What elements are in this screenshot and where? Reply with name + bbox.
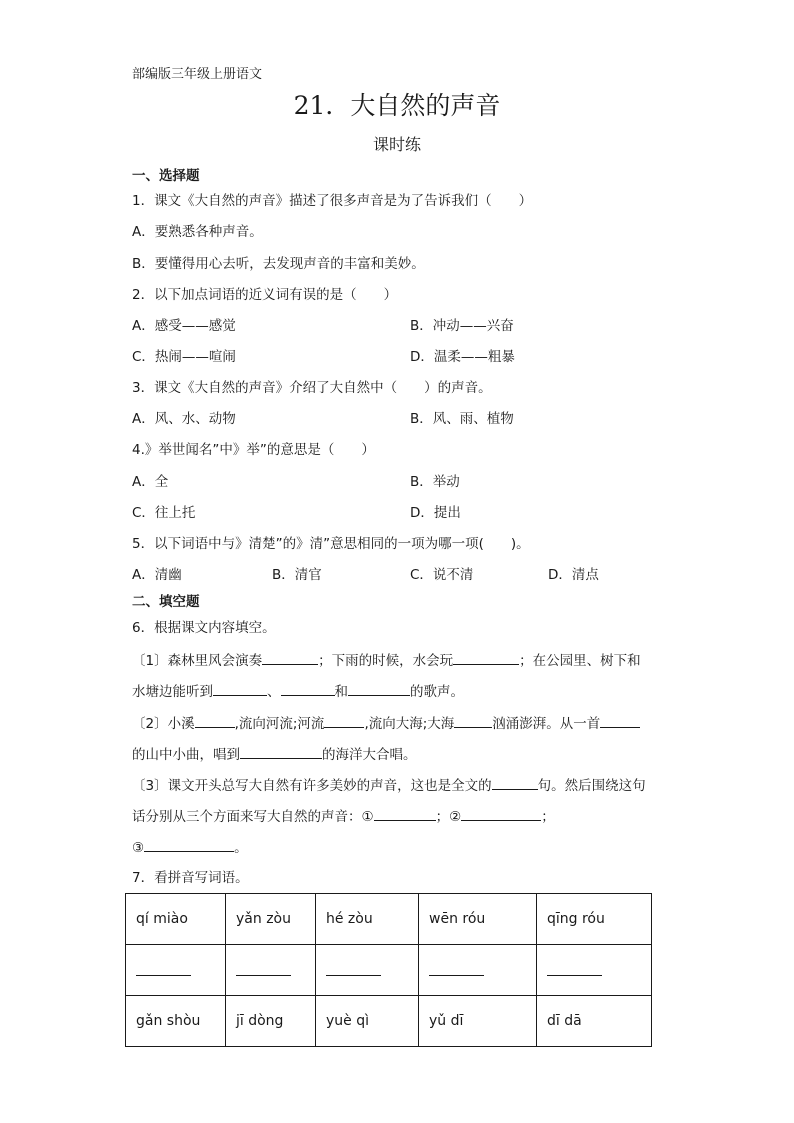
q4-stem: 4.》举世闻名”中》举”的意思是（ ）: [132, 442, 375, 458]
table-row: [126, 894, 652, 945]
q4-option-b: B．举动: [410, 474, 460, 490]
q4-option-d: D．提出: [410, 505, 461, 521]
answer-blank[interactable]: [348, 681, 410, 696]
q6-part1-line1: 〔1〕森林里风会演奏 ；下雨的时候，水会玩 ；在公园里、树下和: [132, 650, 641, 670]
answer-cell[interactable]: [419, 945, 537, 996]
answer-blank[interactable]: [492, 775, 538, 790]
answer-blank[interactable]: [281, 681, 335, 696]
answer-blank[interactable]: [453, 650, 519, 665]
q2-stem: 2．以下加点词语的近义词有误的是（ ）: [132, 287, 398, 303]
q6-stem: 6．根据课文内容填空。: [132, 620, 276, 636]
answer-blank[interactable]: [461, 806, 541, 821]
answer-cell[interactable]: [537, 945, 652, 996]
q1-option-a: A．要熟悉各种声音。: [132, 224, 263, 240]
page-subtitle: 课时练: [372, 135, 421, 154]
q3-option-b: B．风、雨、植物: [410, 411, 514, 427]
pinyin-cell: yuè qì: [316, 996, 419, 1047]
q4-option-a: A．全: [132, 474, 169, 490]
q6-part3-line3: ③ 。: [132, 837, 248, 857]
answer-blank[interactable]: [144, 837, 234, 852]
q5-option-b: B．清官: [272, 567, 322, 583]
q3-option-a: A．风、水、动物: [132, 411, 236, 427]
pinyin-cell: qí miào: [126, 894, 226, 945]
answer-blank[interactable]: [240, 744, 322, 759]
q5-option-d: D．清点: [548, 567, 599, 583]
answer-blank[interactable]: [600, 713, 640, 728]
answer-blank[interactable]: [213, 681, 267, 696]
pinyin-cell: wēn róu: [419, 894, 537, 945]
q5-option-a: A．清幽: [132, 567, 182, 583]
q7-stem: 7．看拼音写词语。: [132, 870, 249, 886]
q4-option-c: C．往上托: [132, 505, 196, 521]
table-row: [126, 996, 652, 1047]
section-heading-fill: 二、填空题: [132, 594, 200, 610]
answer-blank[interactable]: [324, 713, 364, 728]
answer-blank[interactable]: [547, 961, 602, 976]
q5-stem: 5．以下词语中与》清楚”的》清”意思相同的一项为哪一项( )。: [132, 536, 530, 552]
q5-option-c: C．说不清: [410, 567, 474, 583]
answer-cell[interactable]: [226, 945, 316, 996]
q2-option-a: A．感受——感觉: [132, 318, 236, 334]
q3-stem: 3．课文《大自然的声音》介绍了大自然中（ ）的声音。: [132, 380, 492, 396]
pinyin-table: [125, 893, 652, 1047]
q6-part3-line2: 话分别从三个方面来写大自然的声音：① ；② ；: [132, 806, 555, 826]
answer-blank[interactable]: [236, 961, 291, 976]
answer-cell[interactable]: [316, 945, 419, 996]
pinyin-cell: hé zòu: [316, 894, 419, 945]
q2-option-c: C．热闹——喧闹: [132, 349, 236, 365]
answer-blank[interactable]: [136, 961, 191, 976]
q2-option-d: D．温柔——粗暴: [410, 349, 515, 365]
q2-option-b: B．冲动——兴奋: [410, 318, 514, 334]
answer-blank[interactable]: [454, 713, 492, 728]
pinyin-cell: jī dòng: [226, 996, 316, 1047]
answer-blank[interactable]: [429, 961, 484, 976]
q1-stem: 1．课文《大自然的声音》描述了很多声音是为了告诉我们（ ）: [132, 193, 533, 209]
document-header-label: 部编版三年级上册语文: [132, 67, 263, 82]
pinyin-cell: yǔ dī: [419, 996, 537, 1047]
pinyin-cell: yǎn zòu: [226, 894, 316, 945]
q1-option-b: B．要懂得用心去听，去发现声音的丰富和美妙。: [132, 256, 425, 272]
answer-cell[interactable]: [126, 945, 226, 996]
pinyin-cell: qīng róu: [537, 894, 652, 945]
answer-blank[interactable]: [195, 713, 235, 728]
page-title: 21．大自然的声音: [293, 91, 501, 120]
q6-part2-line1: 〔2〕小溪 ,流向河流;河流 ,流向大海;大海 汹涌澎湃。从一首: [132, 713, 640, 733]
pinyin-cell: dī dā: [537, 996, 652, 1047]
pinyin-cell: gǎn shòu: [126, 996, 226, 1047]
section-heading-choice: 一、选择题: [132, 168, 200, 184]
answer-blank[interactable]: [374, 806, 436, 821]
q6-part1-line2: 水塘边能听到 、 和 的歌声。: [132, 681, 464, 701]
table-row: [126, 945, 652, 996]
answer-blank[interactable]: [262, 650, 318, 665]
q6-part3-line1: 〔3〕课文开头总写大自然有许多美妙的声音，这也是全文的 句。然后围绕这句: [132, 775, 646, 795]
answer-blank[interactable]: [326, 961, 381, 976]
q6-part2-line2: 的山中小曲，唱到 的海洋大合唱。: [132, 744, 417, 764]
